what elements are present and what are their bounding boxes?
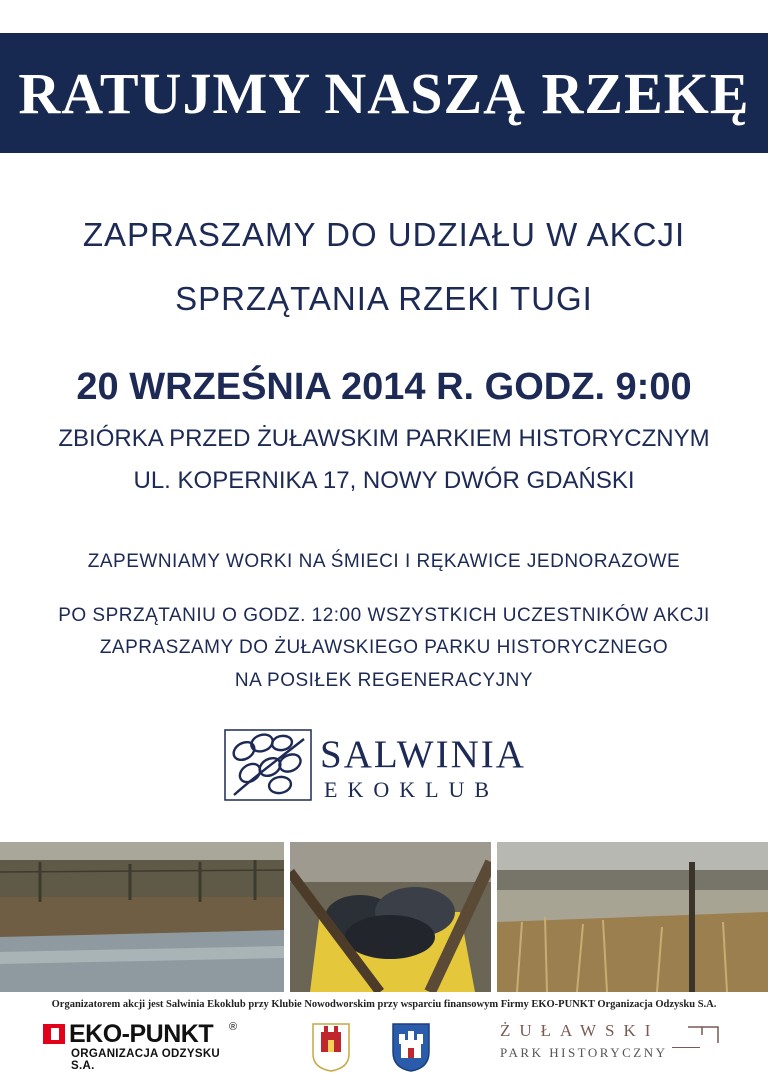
salvinia-leaf-icon [224,729,312,801]
poster-title: RATUJMY NASZĄ RZEKĘ [18,60,750,126]
after-line-3: NA POSIŁEK REGENERACYJNY [234,670,534,691]
eko-punkt-name: EKO-PUNKT [69,1020,214,1048]
eko-punkt-registered: ® [229,1021,238,1033]
event-date: 20 WRZEŚNIA 2014 R. GODZ. 9:00 [76,366,692,408]
park-frame-icon [688,1025,720,1045]
garbage-bags-container-photo [290,842,491,992]
river-bank-photo [0,842,284,992]
after-line-2: ZAPRASZAMY DO ŻUŁAWSKIEGO PARKU HISTORYCZNEGO [99,637,669,658]
zulawski-park-subtitle: PARK HISTORYCZNY [500,1045,672,1061]
after-line-1: PO SPRZĄTANIU O GODZ. 12:00 WSZYSTKICH UCZESTNIKÓW AKCJI [58,605,710,626]
invitation-line-2: SPRZĄTANIA RZEKI TUGI [175,280,593,317]
logo-name: SALWINIA [320,733,526,776]
eko-punkt-logo [43,1020,243,1072]
nowy-dwor-gdanski-crest-icon [391,1022,431,1072]
salwinia-logo [224,729,554,801]
klub-nowodworski-crest-icon [311,1022,351,1072]
title-banner [0,33,768,153]
reed-bank-photo [497,842,768,992]
event-address: UL. KOPERNIKA 17, NOWY DWÓR GDAŃSKI [133,467,635,494]
organizer-note: Organizatorem akcji jest Salwinia Ekoklub przy Klubie Nowodworskim przy wsparciu finansowym Firmy EKO-PUNKT Organizacja Odzysku S.A. [51,999,717,1010]
zulawski-park-logo [500,1021,730,1065]
provided-items: ZAPEWNIAMY WORKI NA ŚMIECI I RĘKAWICE JEDNORAZOWE [87,551,681,572]
meeting-point: ZBIÓRKA PRZED ŻUŁAWSKIM PARKIEM HISTORYCZNYM [58,425,710,452]
eko-punkt-subtitle: ORGANIZACJA ODZYSKU S.A. [71,1048,221,1072]
zulawski-park-name: ŻUŁAWSKI [500,1021,660,1040]
logo-subtitle: EKOKLUB [324,777,500,802]
eko-punkt-mark-icon [43,1024,65,1044]
invitation-line-1: ZAPRASZAMY DO UDZIAŁU W AKCJI [82,216,686,253]
